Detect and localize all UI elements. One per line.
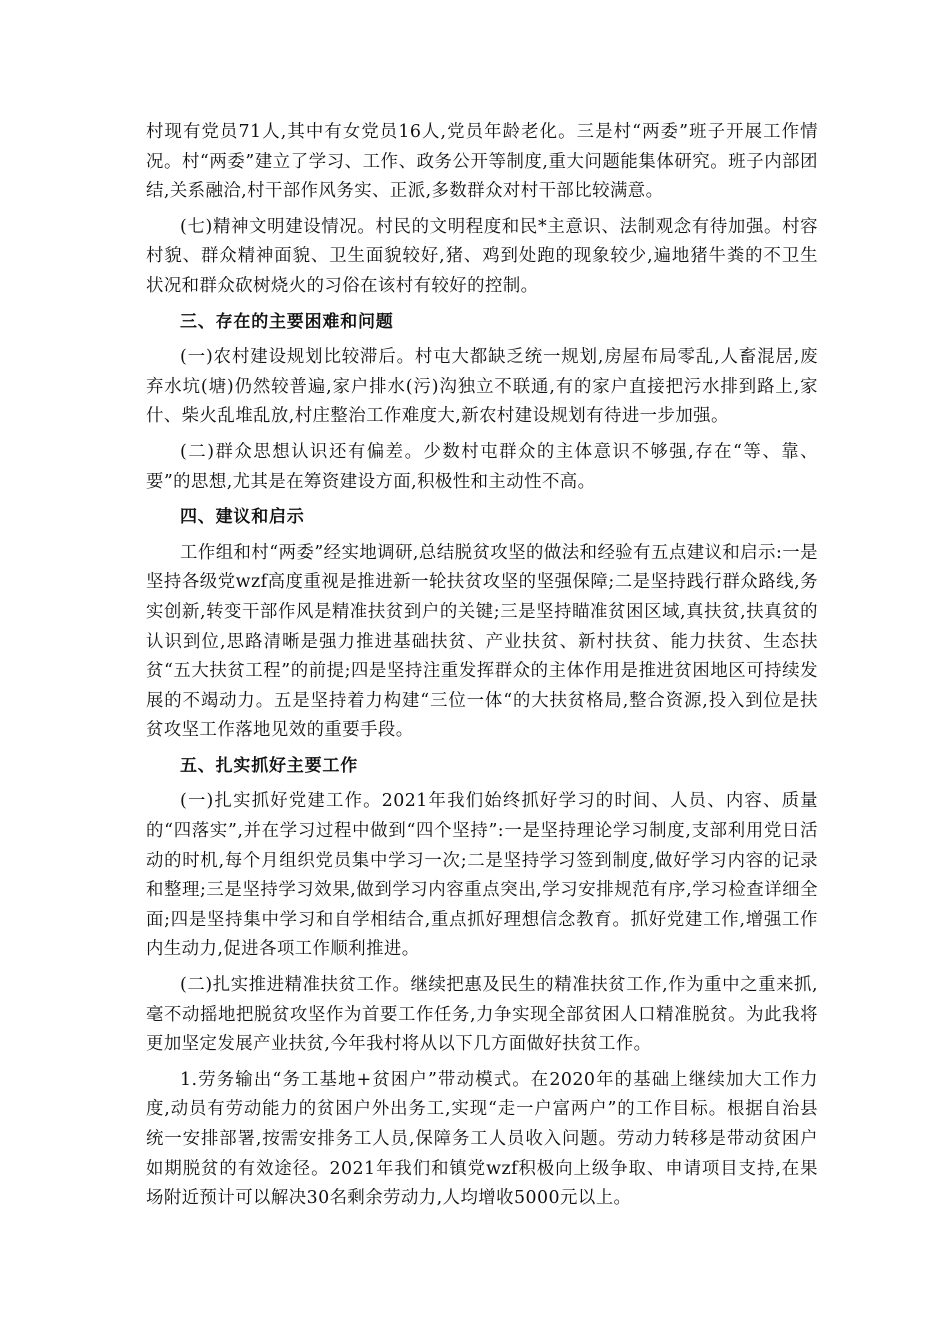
paragraph-poverty-alleviation: (二)扎实推进精准扶贫工作。继续把惠及民生的精准扶贫工作,作为重中之重来抓,毫不动摇地把脱贫攻坚作为首要工作任务,力争实现全部贫困人口精准脱贫。为此我将更加坚定发展产业扶贫,今年我村将从以下几方面做好扶贫工作。 <box>146 975 818 1055</box>
heading-section-3: 三、存在的主要困难和问题 <box>180 311 394 332</box>
paragraph-party-building: (一)扎实抓好党建工作。2021年我们始终抓好学习的时间、人员、内容、质量的“四落实”,并在学习过程中做到“四个坚持”:一是坚持理论学习制度,支部利用党日活动的时机,每个月组织党员集中学习一次;二是坚持学习签到制度,做好学习内容的记录和整理;三是坚持学习效果,做到学习内容重点突出,学习安排规范有序,学习检查详细全面;四是坚持集中学习和自学相结合,重点抓好理想信念教育。抓好党建工作,增强工作内生动力,促进各项工作顺利推进。 <box>146 791 818 960</box>
paragraph-labor-export: 1.劳务输出“务工基地+贫困户”带动模式。在2020年的基础上继续加大工作力度,动员有劳动能力的贫困户外出务工,实现“走一户富两户”的工作目标。根据自治县统一安排部署,按需安排务工人员,保障务工人员收入问题。劳动力转移是带动贫困户如期脱贫的有效途径。2021年我们和镇党wzf积极向上级争取、申请项目支持,在果场附近预计可以解决30名剩余劳动力,人均增收5000元以上。 <box>146 1069 818 1209</box>
paragraph-spiritual-civilization: (七)精神文明建设情况。村民的文明程度和民*主意识、法制观念有待加强。村容村貌、群众精神面貌、卫生面貌较好,猪、鸡到处跑的现象较少,遍地猪牛粪的不卫生状况和群众砍树烧火的习俗在该村有较好的控制。 <box>146 216 818 296</box>
paragraph-public-thinking: (二)群众思想认识还有偏差。少数村屯群众的主体意识不够强,存在“等、靠、要”的思想,尤其是在筹资建设方面,积极性和主动性不高。 <box>146 441 818 492</box>
paragraph-village-party-status: 村现有党员71人,其中有女党员16人,党员年龄老化。三是村“两委”班子开展工作情况。村“两委”建立了学习、工作、政务公开等制度,重大问题能集体研究。班子内部团结,关系融洽,村干部作风务实、正派,多数群众对村干部比较满意。 <box>146 122 818 202</box>
paragraph-rural-planning: (一)农村建设规划比较滞后。村屯大都缺乏统一规划,房屋布局零乱,人畜混居,废弃水坑(塘)仍然较普遍,家户排水(污)沟独立不联通,有的家户直接把污水排到路上,家什、柴火乱堆乱放,村庄整治工作难度大,新农村建设规划有待进一步加强。 <box>146 347 818 427</box>
document-body <box>146 118 818 1220</box>
heading-section-5: 五、扎实抓好主要工作 <box>180 755 358 776</box>
heading-section-4: 四、建议和启示 <box>180 507 305 528</box>
paragraph-suggestions: 工作组和村“两委”经实地调研,总结脱贫攻坚的做法和经验有五点建议和启示:一是坚持各级党wzf高度重视是推进新一轮扶贫攻坚的坚强保障;二是坚持践行群众路线,务实创新,转变干部作风是精准扶贫到户的关键;三是坚持瞄准贫困区域,真扶贫,扶真贫的认识到位,思路清晰是强力推进基础扶贫、产业扶贫、新村扶贫、能力扶贫、生态扶贫“五大扶贫工程”的前提;四是坚持注重发挥群众的主体作用是推进贫困地区可持续发展的不竭动力。五是坚持着力构建“三位一体“的大扶贫格局,整合资源,投入到位是扶贫攻坚工作落地见效的重要手段。 <box>146 542 818 741</box>
